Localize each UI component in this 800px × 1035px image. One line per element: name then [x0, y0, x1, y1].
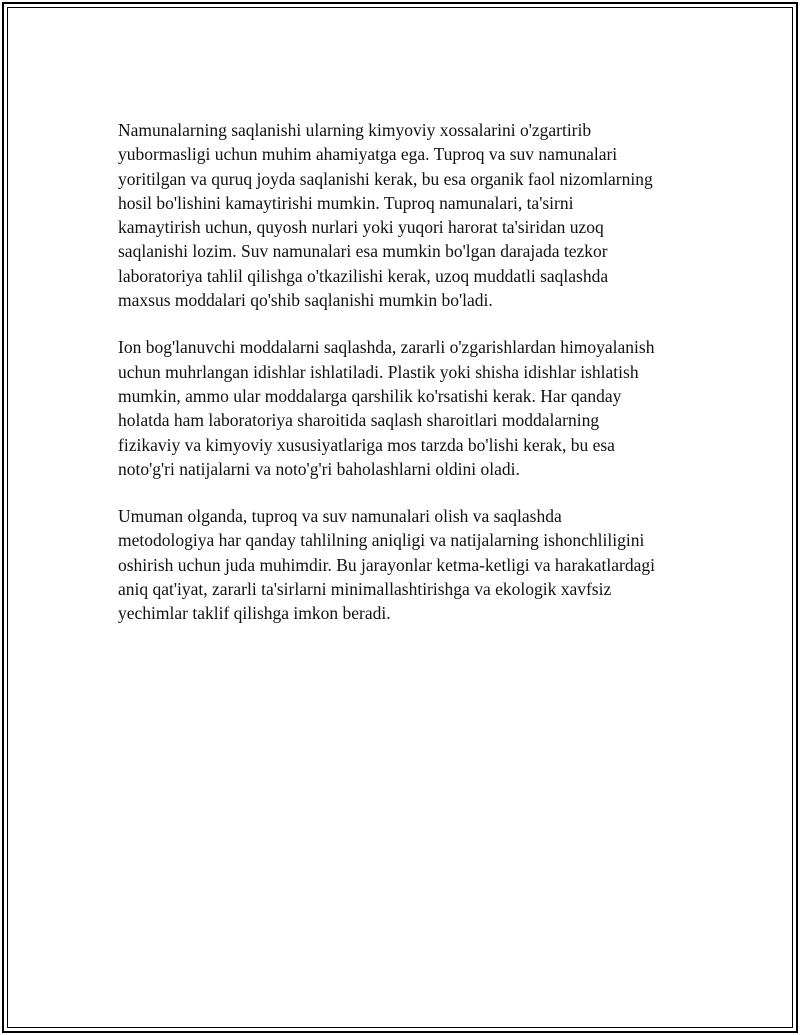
text-line: aniq qat'iyat, zararli ta'sirlarni minimallashtirishga va ekologik xavfsiz — [118, 579, 612, 600]
paragraph-1 — [118, 118, 690, 312]
text-line: saqlanishi lozim. Suv namunalari esa mumkin bo'lgan darajada tezkor — [118, 241, 608, 262]
text-line: kamaytirish uchun, quyosh nurlari yoki yuqori harorat ta'siridan uzoq — [118, 217, 604, 238]
text-line: oshirish uchun juda muhimdir. Bu jarayonlar ketma-ketligi va harakatlardagi — [118, 554, 656, 575]
text-line: mumkin, ammo ular moddalarga qarshilik ko'rsatishi kerak. Har qanday — [118, 385, 622, 406]
text-line: maxsus moddalari qo'shib saqlanishi mumkin bo'ladi. — [118, 290, 493, 311]
text-line: noto'g'ri natijalarni va noto'g'ri baholashlarni oldini oladi. — [118, 458, 520, 479]
text-line: metodologiya har qanday tahlilning aniqligi va natijalarning ishonchliligini — [118, 530, 645, 551]
text-line: laboratoriya tahlil qilishga o'tkazilishi kerak, uzoq muddatli saqlashda — [118, 265, 609, 286]
text-line: fizikaviy va kimyoviy xususiyatlariga mos tarzda bo'lishi kerak, bu esa — [118, 434, 615, 455]
text-line: yoritilgan va quruq joyda saqlanishi kerak, bu esa organik faol nizomlarning — [118, 168, 653, 189]
text-line: Ion bog'lanuvchi moddalarni saqlashda, zararli o'zgarishlardan himoyalanish — [118, 337, 655, 358]
text-line: Namunalarning saqlanishi ularning kimyoviy xossalarini o'zgartirib — [118, 120, 592, 140]
text-line: uchun muhrlangan idishlar ishlatiladi. Plastik yoki shisha idishlar ishlatish — [118, 361, 639, 382]
text-line: holatda ham laboratoriya sharoitida saqlash sharoitlari moddalarning — [118, 410, 600, 431]
text-line: Umuman olganda, tuproq va suv namunalari olish va saqlashda — [118, 506, 562, 527]
text-line: yubormasligi uchun muhim ahamiyatga ega. Tuproq va suv namunalari — [118, 144, 618, 165]
text-line: yechimlar taklif qilishga imkon beradi. — [118, 603, 391, 624]
text-line: hosil bo'lishini kamaytirishi mumkin. Tuproq namunalari, ta'sirni — [118, 192, 574, 213]
paragraph-3 — [118, 504, 690, 625]
document-body — [118, 118, 690, 649]
paragraph-2 — [118, 335, 690, 481]
